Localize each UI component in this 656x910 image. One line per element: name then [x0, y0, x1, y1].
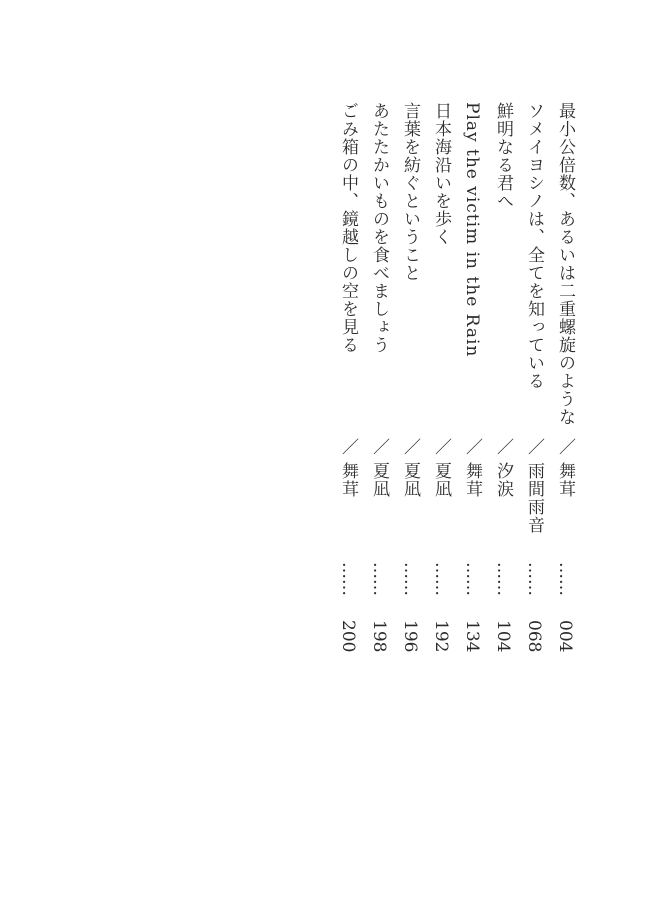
toc-entry-author: 夏凪 [400, 462, 420, 498]
toc-entry-author: 汐涙 [493, 462, 513, 498]
toc-entry-separator: ／ [493, 438, 513, 455]
toc-entry-author: 夏凪 [431, 462, 451, 498]
toc-entry-separator: ／ [369, 438, 389, 455]
toc-entry-author: 夏凪 [369, 462, 389, 498]
toc-entry-page-number: 200 [338, 620, 358, 653]
toc-entry-author: 舞茸 [338, 462, 358, 498]
toc-entry-leader: …… [338, 562, 358, 596]
toc-entry-page-number: 196 [400, 620, 420, 653]
toc-entry-author: 舞茸 [555, 462, 575, 498]
toc-entry [457, 102, 487, 662]
toc-entry-title: 言葉を紡ぐということ [400, 102, 420, 282]
toc-entry-separator: ／ [400, 438, 420, 455]
toc-entry-separator: ／ [524, 438, 544, 455]
toc-entry-author: 雨間雨音 [524, 462, 544, 534]
toc-entry [333, 102, 363, 662]
toc-entry-separator: ／ [462, 438, 482, 455]
toc-entry-page-number: 192 [431, 620, 451, 653]
toc-entry-leader: …… [493, 562, 513, 596]
toc-entry-page-number: 004 [555, 620, 575, 653]
toc-entry-title: ごみ箱の中、鏡越しの空を見る [338, 102, 358, 354]
toc-entry-leader: …… [431, 562, 451, 596]
toc-entry-page-number: 198 [369, 620, 389, 653]
toc-entry-page-number: 068 [524, 620, 544, 653]
toc-entry-title: あたたかいものを食べましょう [369, 102, 389, 354]
toc-entry-title: 最小公倍数、あるいは二重螺旋のような [555, 102, 575, 426]
toc-entry-author: 舞茸 [462, 462, 482, 498]
toc-entry [519, 102, 549, 662]
toc-entry-page-number: 104 [493, 620, 513, 653]
toc-entry-leader: …… [400, 562, 420, 596]
toc-entry [550, 102, 580, 662]
toc-entry-leader: …… [555, 562, 575, 596]
toc-entry [364, 102, 394, 662]
toc-entry-title: 鮮明なる君へ [493, 102, 513, 210]
toc-entry-leader: …… [369, 562, 389, 596]
toc-entry-separator: ／ [555, 438, 575, 455]
toc-entry [488, 102, 518, 662]
toc-entry-separator: ／ [431, 438, 451, 455]
toc-entry-title: Play the victim in the Rain [462, 102, 482, 358]
toc-entry-leader: …… [524, 562, 544, 596]
toc-entry [395, 102, 425, 662]
toc-entry-separator: ／ [338, 438, 358, 455]
toc-entry [426, 102, 456, 662]
toc-entry-title: 日本海沿いを歩く [431, 102, 451, 246]
toc-entry-leader: …… [462, 562, 482, 596]
toc-entry-title: ソメイヨシノは、全てを知っている [524, 102, 544, 390]
toc-entry-page-number: 134 [462, 620, 482, 653]
